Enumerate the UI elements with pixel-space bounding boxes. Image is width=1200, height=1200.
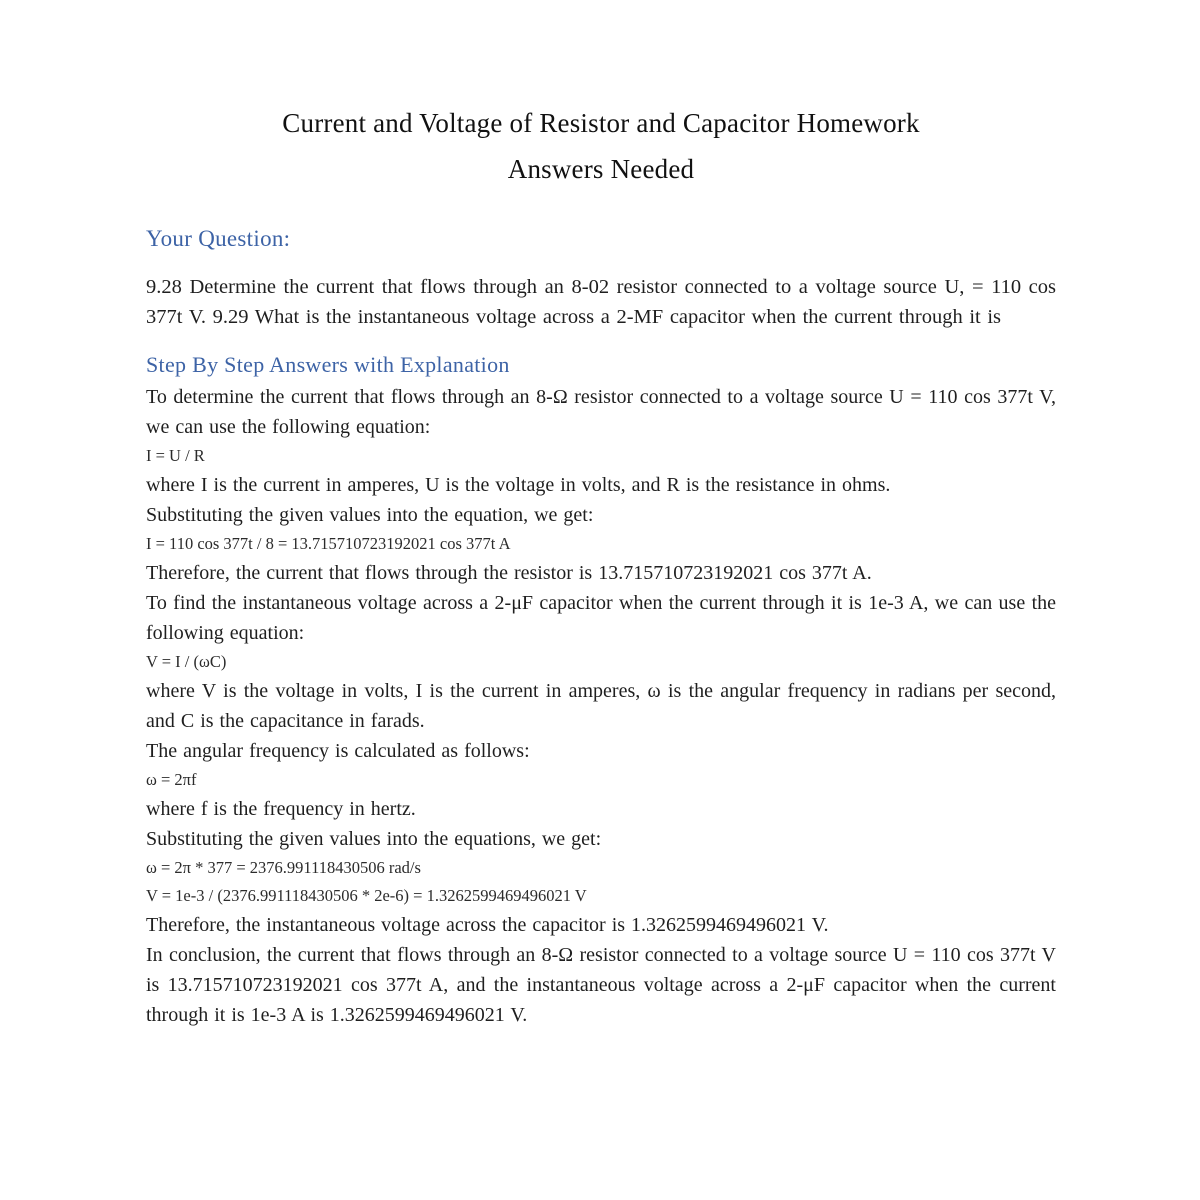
answer-paragraph: In conclusion, the current that flows through an 8-Ω resistor connected to a voltage source U = 110 cos 377t V is 13.715710723192021 cos 377t A, and the instantaneous voltage across a 2-μF capacitor when the current through it is 1e-3 A is 1.3262599469496021 V. xyxy=(146,944,1056,1026)
answer-paragraph: where V is the voltage in volts, I is the current in amperes, ω is the angular frequency in radians per second, and C is the capacitance in farads. xyxy=(146,680,1056,732)
document-title-line2: Answers Needed xyxy=(507,154,695,184)
answers-section-heading: Step By Step Answers with Explanation xyxy=(146,352,510,377)
formula-line: V = I / (ωC) xyxy=(146,652,227,671)
question-text: 9.28 Determine the current that flows through an 8-02 resistor connected to a voltage source U, = 110 cos 377t V. 9.29 What is the instantaneous voltage across a 2-MF capacitor when the current through it is xyxy=(146,276,1056,328)
document-title-line1: Current and Voltage of Resistor and Capacitor Homework xyxy=(282,108,920,138)
answer-paragraph: where f is the frequency in hertz. xyxy=(146,798,416,820)
answer-paragraph: Therefore, the instantaneous voltage across the capacitor is 1.3262599469496021 V. xyxy=(146,914,829,936)
answers-section-body xyxy=(146,382,1056,1030)
answer-paragraph: To find the instantaneous voltage across a 2-μF capacitor when the current through it is 1e-3 A, we can use the following equation: xyxy=(146,592,1056,644)
answer-paragraph: where I is the current in amperes, U is the voltage in volts, and R is the resistance in ohms. xyxy=(146,474,891,496)
answer-paragraph: To determine the current that flows through an 8-Ω resistor connected to a voltage source U = 110 cos 377t V, we can use the following equation: xyxy=(146,386,1056,438)
formula-line: I = 110 cos 377t / 8 = 13.715710723192021 cos 377t A xyxy=(146,534,511,553)
formula-line: I = U / R xyxy=(146,446,205,465)
formula-line: ω = 2πf xyxy=(146,770,197,789)
answer-paragraph: Substituting the given values into the equation, we get: xyxy=(146,504,594,526)
question-section-heading: Your Question: xyxy=(146,226,291,251)
answer-paragraph: The angular frequency is calculated as follows: xyxy=(146,740,530,762)
answer-paragraph: Therefore, the current that flows through the resistor is 13.715710723192021 cos 377t A. xyxy=(146,562,872,584)
formula-line: V = 1e-3 / (2376.991118430506 * 2e-6) = 1.3262599469496021 V xyxy=(146,886,587,905)
formula-line: ω = 2π * 377 = 2376.991118430506 rad/s xyxy=(146,858,421,877)
document-title xyxy=(146,100,1056,192)
answer-paragraph: Substituting the given values into the equations, we get: xyxy=(146,828,602,850)
